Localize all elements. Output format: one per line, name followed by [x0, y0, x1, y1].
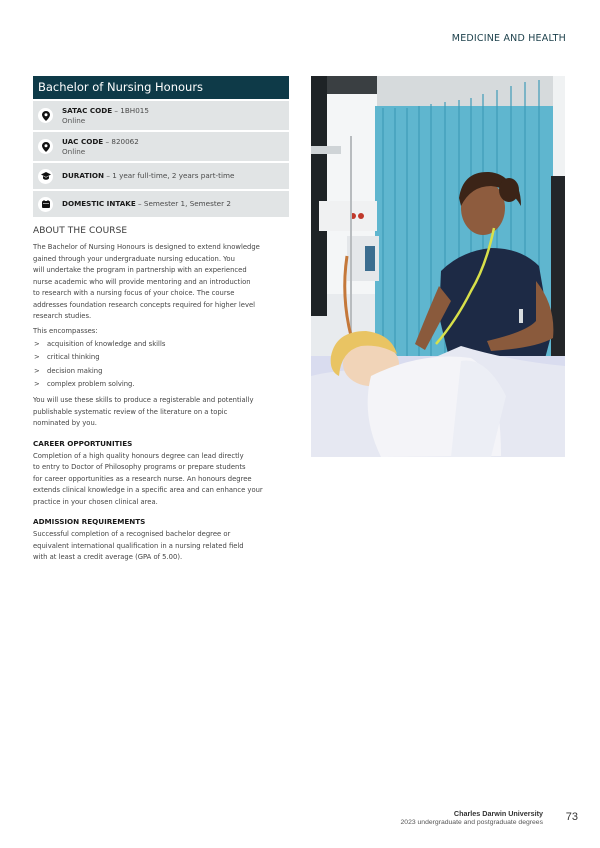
calendar-icon: [38, 197, 53, 212]
domestic-intake-label: DOMESTIC INTAKE: [62, 199, 136, 208]
uac-code-label: UAC CODE: [62, 136, 104, 146]
map-pin-icon: [38, 108, 53, 123]
about-intro: The Bachelor of Nursing Honours is designed to extend knowledge gained through your undergraduate nursing education. You will undertake the program in partnership with an experienced nurse academic who will provide mentoring and an introduction to research with a nursing focus of your choice. The course addresses foundation research concepts required for higher level research studies.: [33, 243, 260, 320]
page-number: 73: [565, 811, 578, 823]
satac-code-mode: Online: [62, 115, 86, 125]
admission-text: Successful completion of a recognised bachelor degree or equivalent international qualification in a nursing related field with at least a credit average (GPA of 5.00).: [33, 530, 244, 562]
admission-heading: ADMISSION REQUIREMENTS: [33, 517, 146, 527]
left-column: [33, 76, 289, 564]
section-header: MEDICINE AND HEALTH: [451, 33, 566, 44]
footer-university: Charles Darwin University: [453, 809, 543, 818]
duration-value: – 1 year full-time, 2 years part-time: [104, 171, 235, 180]
career-heading: CAREER OPPORTUNITIES: [33, 438, 133, 448]
satac-code-label: SATAC CODE: [62, 105, 113, 115]
about-outro: You will use these skills to produce a registerable and potentially publishable systematic review of the literature on a topic nominated by you.: [33, 396, 254, 428]
graduation-cap-icon: [38, 169, 53, 184]
skills-list: [33, 338, 289, 391]
list-item: > decision making: [34, 366, 103, 375]
domestic-intake-value: – Semester 1, Semester 2: [135, 199, 231, 208]
duration-row: [33, 163, 289, 189]
uac-code-mode: Online: [62, 146, 86, 156]
uac-code-row: [33, 132, 289, 161]
satac-code-row: [33, 101, 289, 130]
nursing-student-photo: [311, 76, 565, 457]
satac-code-value: – 1BH015: [112, 105, 149, 115]
course-info-card: [33, 76, 289, 217]
uac-code-value: – 820062: [103, 136, 139, 146]
footer-publication: 2023 undergraduate and postgraduate degrees: [400, 819, 543, 826]
about-heading: ABOUT THE COURSE: [33, 226, 128, 236]
list-item: > critical thinking: [34, 353, 100, 362]
list-item: > acquisition of knowledge and skills: [34, 340, 166, 348]
duration-label: DURATION: [62, 171, 105, 180]
course-title: Bachelor of Nursing Honours: [33, 76, 289, 99]
encompasses-label: This encompasses:: [33, 326, 98, 335]
list-item: > complex problem solving.: [34, 379, 135, 388]
career-text: Completion of a high quality honours degree can lead directly to entry to Doctor of Philosophy programs or prepare students for career opportunities as a research nurse. An honours degree extends clinical knowledge in a specific area and can enhance your practice in your chosen clinical area.: [33, 451, 263, 506]
map-pin-icon: [38, 139, 53, 154]
page-footer: [401, 809, 543, 827]
domestic-intake-row: [33, 191, 289, 217]
